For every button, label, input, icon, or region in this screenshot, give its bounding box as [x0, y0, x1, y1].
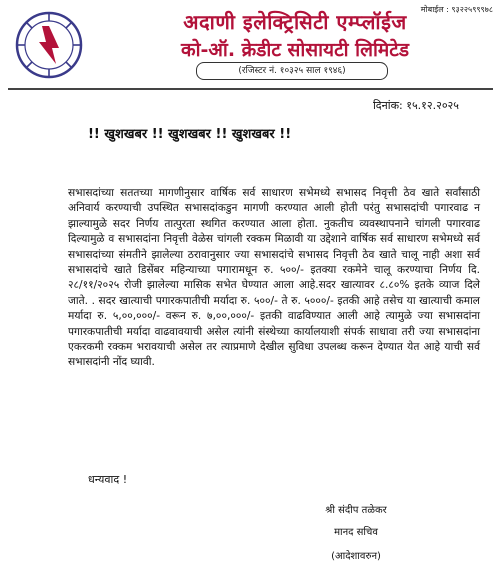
letter-body: सभासदांच्या सततच्या मागणीनुसार वार्षिक सर्व साधारण सभेमध्ये सभासद निवृत्ती ठेव खाते सर्वांसाठी अनिवार्य करण्याची उपस्थित सभासदांकडुन मागणी करण्यात आली होती परंतु सभासदांची पगारवाढ न झाल्यामुळे सदर निर्णय तात्पुरता स्थगित करण्यात आला होता. नुकतीच व्यवस्थापनाने चांगली पगारवाढ दिल्यामुळे व सभासदांना निवृत्ती वेळेस चांगली रक्कम मिळावी या उद्देशाने वार्षिक सर्व साधारण सभेमध्ये सर्व सभासदांच्या संमतीने झालेल्या ठरावानुसार ज्या सभासदांचे सभासद निवृत्ती ठेव खाते चालू नाही अशा सर्व सभासदांचे खाते डिसेंबर महिन्याच्या पगारामधून रु. ५००/- इतक्या रकमेने चालू करण्याचा निर्णय दि. २८/११/२०२५ रोजी झालेल्या मासिक सभेत घेण्यात आला आहे.सदर खात्यावर ८.८०% इतके व्याज दिले जाते. . सदर खात्याची पगारकपातीची मर्यादा रु. ५००/- ते रु. ५०००/- इतकी आहे तसेच या खात्याची कमाल मर्यादा रु. ५,००,०००/- वरून रु. ७,००,०००/- इतकी वाढविण्यात आली आहे त्यामुळे ज्या सभासदांना पगारकपातीची मर्यादा वाढवावयाची असेल त्यांनी संस्थेच्या कार्यालयाशी संपर्क साधावा तरी ज्या सभासदांना एकरकमी रक्कम भरावयाची असेल तर त्याप्रमाणे देखील सुविधा उपलब्ध करून देण्यात येत आहे याची सर्व सभासदांनी नोंद घ्यावी. [68, 187, 480, 369]
signatory-name: श्री संदीप तळेकर [325, 505, 387, 516]
mobile-number: मोबाईल : ९३२२५९९९७८ [420, 5, 493, 14]
thanks-note: धन्यवाद ! [88, 473, 128, 486]
signatory-designation: मानद सचिव [334, 527, 378, 538]
headline: !! खुशखबर !! खुशखबर !! खुशखबर !! [88, 127, 292, 142]
society-emblem-icon [14, 10, 84, 80]
signatory-note: (आदेशावरुन) [331, 551, 381, 562]
society-name-line2: को-ऑ. क्रेडीट सोसायटी लिमिटेड [180, 39, 410, 61]
letter-date: दिनांक: १५.१२.२०२५ [372, 99, 459, 112]
header-divider [8, 88, 493, 90]
society-name-line1: अदाणी इलेक्ट्रिसिटी एम्प्लॉईज [183, 10, 407, 34]
registration-badge: (रजिस्टर नं. १०३२५ साल १९४६) [196, 62, 388, 80]
